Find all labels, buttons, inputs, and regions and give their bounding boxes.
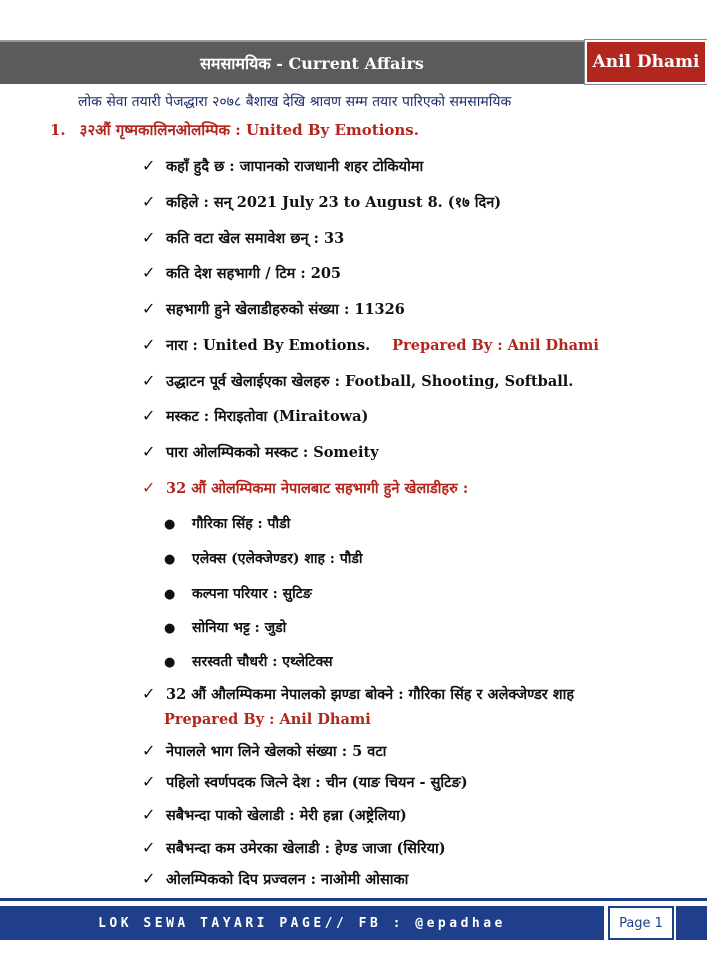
prepared-by: Prepared By : Anil Dhami [164, 711, 371, 728]
check-icon: ✓ [142, 838, 156, 857]
page-header [0, 40, 707, 84]
check-icon: ✓ [142, 869, 156, 888]
page-number: Page 1 [608, 906, 674, 940]
check-icon: ✓ [142, 371, 156, 390]
bullet-icon: ● [164, 517, 176, 532]
check-icon: ✓ [142, 805, 156, 824]
check-icon: ✓ [142, 478, 156, 497]
bullet-icon: ● [164, 655, 176, 670]
player-item: ● कल्पना परियार : सुटिङ [164, 586, 312, 602]
list-item: ✓ पहिलो स्वर्णपदक जित्ने देश : चीन (याङ चियन - सुटिङ) [142, 772, 468, 791]
list-item: ✓ उद्धाटन पूर्व खेलाईएका खेलहरु : Football, Shooting, Softball. [142, 371, 574, 390]
list-item: ✓ ओलम्पिकको दिप प्रज्वलन : नाओमी ओसाका [142, 869, 409, 888]
header-bar [0, 40, 584, 84]
page-footer [0, 906, 707, 940]
check-icon: ✓ [142, 684, 156, 703]
list-item: ✓ कहिले : सन् 2021 July 23 to August 8. (१७ दिन) [142, 192, 502, 211]
check-icon: ✓ [142, 406, 156, 425]
bullet-icon: ● [164, 552, 176, 567]
check-icon: ✓ [142, 335, 156, 354]
list-item: ✓ सबैभन्दा कम उमेरका खेलाडी : हेण्ड जाजा (सिरिया) [142, 838, 446, 857]
check-icon: ✓ [142, 299, 156, 318]
bullet-icon: ● [164, 621, 176, 636]
footer-end-block [676, 906, 707, 940]
player-item: ● सरस्वती चौधरी : एथ्लेटिक्स [164, 654, 333, 670]
list-item: ✓ सबैभन्दा पाको खेलाडी : मेरी हन्ना (अष्ट्रेलिया) [142, 805, 407, 824]
page-subtitle: लोक सेवा तयारी पेजद्धारा २०७८ बैशाख देखि श्रावण सम्म तयार पारिएको समसामयिक [78, 94, 512, 110]
section-number: 1. [50, 121, 66, 139]
check-icon: ✓ [142, 156, 156, 175]
list-item: ✓ नेपालले भाग लिने खेलको संख्या : 5 वटा [142, 741, 387, 760]
list-item: ✓ कहाँ हुदै छ : जापानको राजधानी शहर टोकियोमा [142, 156, 424, 175]
bullet-icon: ● [164, 587, 176, 602]
check-icon: ✓ [142, 192, 156, 211]
section-title: ३२औं गृष्मकालिनओलम्पिक : United By Emotions. [79, 121, 419, 139]
footer-divider [0, 898, 707, 901]
player-item: ● गौरिका सिंह : पौडी [164, 516, 291, 532]
footer-text: LOK SEWA TAYARI PAGE// FB : @epadhae [0, 906, 604, 940]
list-item: ✓ कति वटा खेल समावेश छन् : 33 [142, 228, 345, 247]
check-icon: ✓ [142, 263, 156, 282]
player-item: ● एलेक्स (एलेक्जेण्डर) शाह : पौडी [164, 551, 363, 567]
list-item: ✓ सहभागी हुने खेलाडीहरुको संख्या : 11326 [142, 299, 405, 318]
list-item: ✓ पारा ओलम्पिकको मस्कट : Someity [142, 442, 379, 461]
player-item: ● सोनिया भट्ट : जुडो [164, 620, 287, 636]
header-author-badge: Anil Dhami [585, 40, 707, 84]
header-title: समसामयिक - Current Affairs [200, 54, 424, 73]
prepared-by: Prepared By : Anil Dhami [392, 337, 599, 354]
section-heading [50, 120, 419, 140]
list-item-slogan: ✓ नारा : United By Emotions. Prepared By : Anil Dhami [142, 335, 599, 354]
check-icon: ✓ [142, 741, 156, 760]
check-icon: ✓ [142, 442, 156, 461]
list-item: ✓ कति देश सहभागी / टिम : 205 [142, 263, 342, 282]
players-heading: ✓ 32 औं ओलम्पिकमा नेपालबाट सहभागी हुने खेलाडीहरु : [142, 478, 469, 497]
list-item: ✓ मस्कट : मिराइतोवा (Miraitowa) [142, 406, 369, 425]
flag-bearer-item: ✓ 32 औं औलम्पिकमा नेपालको झण्डा बोक्ने : गौरिका सिंह र अलेक्जेण्डर शाह [142, 684, 575, 703]
check-icon: ✓ [142, 772, 156, 791]
check-icon: ✓ [142, 228, 156, 247]
